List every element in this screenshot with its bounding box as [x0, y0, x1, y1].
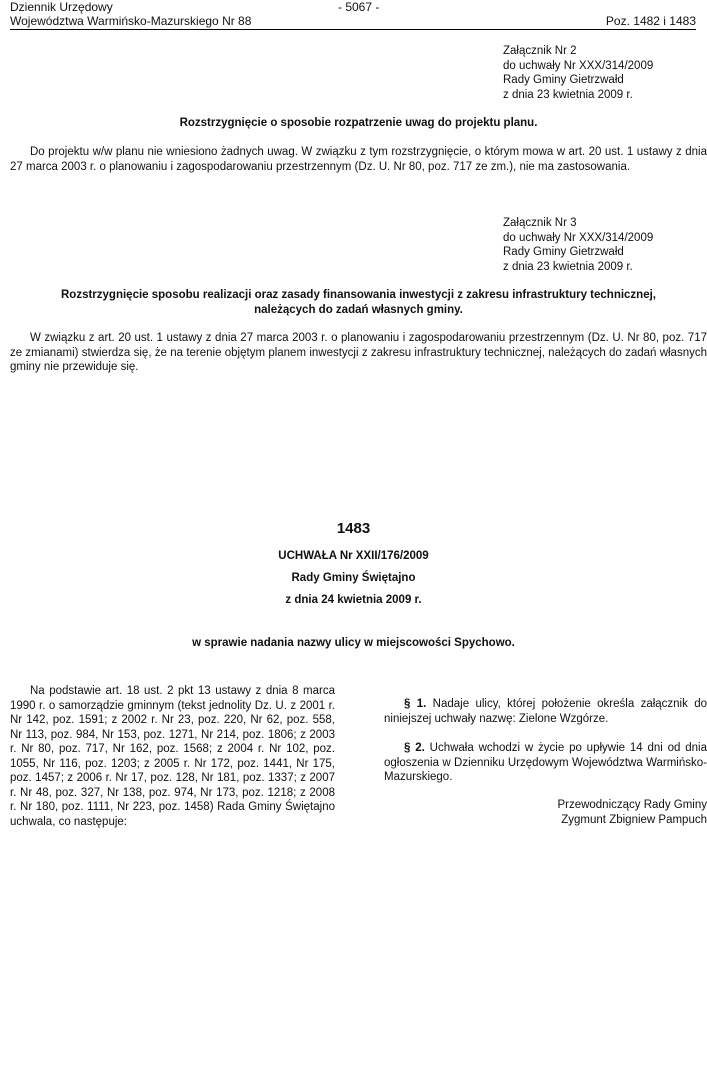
voivodeship-name: Województwa Warmińsko-Mazurskiego Nr 88	[10, 14, 252, 28]
annex2-title: Rozstrzygnięcie o sposobie rozpatrzenie uwag do projektu planu.	[179, 117, 538, 129]
header-divider	[10, 29, 696, 30]
annex2-text: Do projektu w/w planu nie wniesiono żadnych uwag. W związku z tym rozstrzygnięcie, o którym mowa w art. 20 ust. 1 ustawy z dnia 27 marca 2003 r. o planowaniu i zagospodarowaniu przestrzennym (Dz. U. Nr 80, poz. 717 ze zm.), nie ma zastosowania.	[10, 146, 707, 173]
resolution-date: z dnia 24 kwietnia 2009 r.	[285, 594, 422, 606]
annex3-title	[10, 288, 707, 317]
paragraph-2	[384, 741, 707, 785]
signature-block	[407, 798, 707, 828]
paragraph-1	[384, 697, 707, 726]
resolution-body: Rady Gminy Świętajno	[291, 572, 416, 584]
annex2-line: z dnia 23 kwietnia 2009 r.	[503, 88, 633, 101]
signature-title: Przewodniczący Rady Gminy	[557, 799, 707, 811]
annex3-line: Rady Gminy Gietrzwałd	[503, 246, 624, 258]
resolution-number: 1483	[336, 520, 371, 537]
page-number: - 5067 -	[338, 0, 380, 14]
paragraph-1-label: § 1.	[404, 698, 427, 710]
annex3-line: z dnia 23 kwietnia 2009 r.	[503, 260, 633, 273]
signature-name: Zygmunt Zbigniew Pampuch	[561, 814, 707, 826]
annex3-line: Załącznik Nr 3	[503, 217, 577, 229]
position-reference: Poz. 1482 i 1483	[605, 14, 696, 28]
resolution-act: UCHWAŁA Nr XXII/176/2009	[278, 550, 429, 562]
paragraph-1-text: Nadaje ulicy, której położenie określa załącznik do niniejszej uchwały nazwę: Zielone Wzgórze.	[384, 698, 707, 725]
paragraph-2-label: § 2.	[404, 742, 425, 754]
resolution-preamble: Na podstawie art. 18 ust. 2 pkt 13 ustawy z dnia 8 marca 1990 r. o samorządzie gminnym (tekst jednolity Dz. U. z 2001 r. Nr 142, poz. 1591; z 2002 r. Nr 23, poz. 220, Nr 62, poz. 558, Nr 113, poz. 984, Nr 153, poz. 1271, Nr 214, poz. 1806; z 2003 r. Nr 80, poz. 717, Nr 162, poz. 1568; z 2004 r. Nr 102, poz. 1055, Nr 116, poz. 1203; z 2005 r. Nr 172, poz. 1441, Nr 175, poz. 1457; z 2006 r. Nr 17, poz. 128, Nr 181, poz. 1337; z 2007 r. Nr 48, poz. 327, Nr 138, poz. 974, Nr 173, poz. 1218; z 2008 r. Nr 180, poz. 1111, Nr 223, poz. 1458) Rada Gminy Świętajno uchwala, co następuje:	[10, 685, 335, 828]
resolution-subject: w sprawie nadania nazwy ulicy w miejscowości Spychowo.	[192, 637, 515, 649]
page-header	[10, 0, 696, 30]
annex3-reference	[503, 216, 653, 274]
annex3-title-line: należących do zadań własnych gminy.	[254, 303, 463, 316]
paragraph-2-text: Uchwała wchodzi w życie po upływie 14 dni od dnia ogłoszenia w Dzienniku Urzędowym Województwa Warmińsko-Mazurskiego.	[384, 742, 707, 783]
annex2-line: Załącznik Nr 2	[503, 45, 577, 57]
annex2-line: do uchwały Nr XXX/314/2009	[503, 59, 654, 72]
journal-name: Dziennik Urzędowy	[10, 0, 113, 14]
annex2-line: Rady Gminy Gietrzwałd	[503, 74, 624, 86]
annex3-line: do uchwały Nr XXX/314/2009	[503, 231, 654, 244]
annex2-reference	[503, 44, 653, 102]
annex3-text: W związku z art. 20 ust. 1 ustawy z dnia 27 marca 2003 r. o planowaniu i zagospodarowaniu przestrzennym (Dz. U. Nr 80, poz. 717 ze zmianami) stwierdza się, że na terenie objętym planem inwestycji z zakresu infrastruktury technicznej, należących do zadań własnych gminy nie przewiduje się.	[10, 332, 707, 373]
annex3-title-line: Rozstrzygnięcie sposobu realizacji oraz zasady finansowania inwestycji z zakresu infrastruktury technicznej,	[61, 289, 656, 301]
